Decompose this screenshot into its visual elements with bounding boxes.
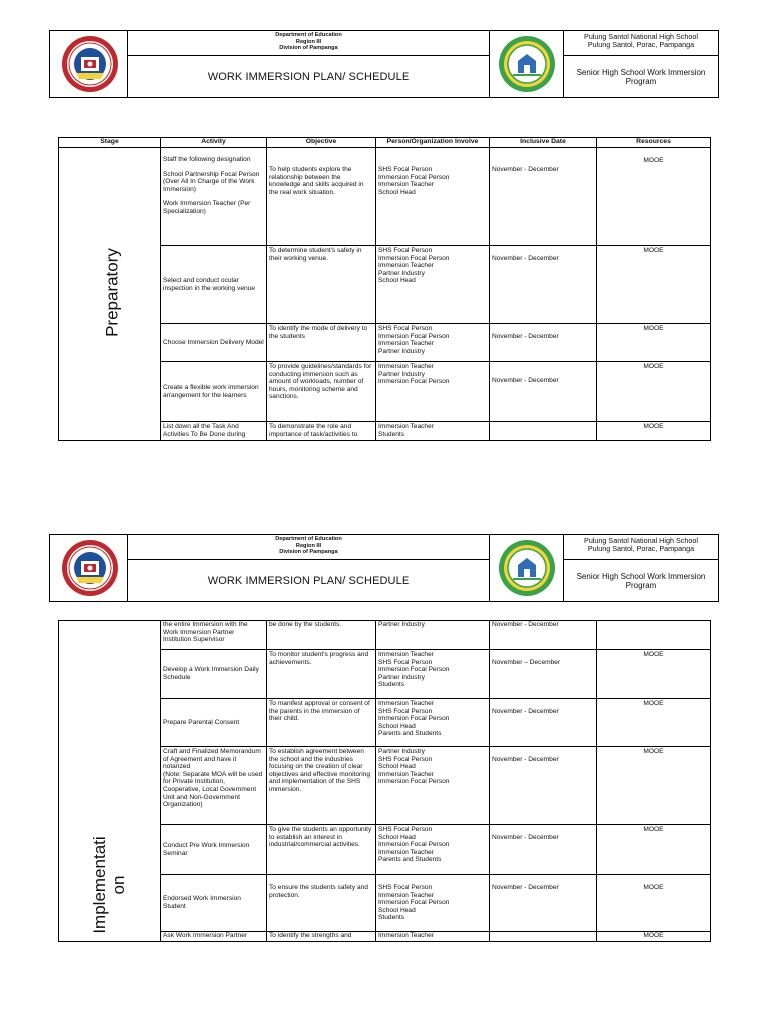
- date-cell: [490, 422, 597, 441]
- persons-cell: SHS Focal Person Immersion Teacher Immersion Focal Person School Head Students: [376, 875, 490, 932]
- persons-cell: Partner Industry: [376, 621, 490, 650]
- program-name: Senior High School Work Immersion Program: [576, 67, 706, 86]
- date-cell: [490, 932, 597, 942]
- activity-cell: Endorsed Work Immersion Student: [161, 875, 267, 932]
- column-header: Inclusive Date: [490, 138, 597, 148]
- resources-cell: MOOE: [597, 825, 711, 875]
- table-row: [59, 148, 711, 246]
- activity-cell: Prepare Parental Consent: [161, 699, 267, 747]
- objective-cell: be done by the students.: [267, 621, 376, 650]
- region-name: Region III: [295, 542, 322, 549]
- school-address: Pulung Santol, Porac, Pampanga: [587, 40, 695, 50]
- resources-cell: MOOE: [597, 148, 711, 246]
- resources-cell: MOOE: [597, 932, 711, 942]
- resources-cell: [597, 621, 711, 650]
- activity-cell: Conduct Pre Work Immersion Seminar: [161, 825, 267, 875]
- activity-cell: [161, 148, 267, 246]
- document-title: WORK IMMERSION PLAN/ SCHEDULE: [128, 560, 490, 601]
- persons-cell: SHS Focal Person Immersion Focal Person Immersion Teacher Partner Industry: [376, 324, 490, 362]
- school-seal-cell: [490, 31, 564, 97]
- persons-cell: Partner Industry SHS Focal Person School Head Immersion Teacher Immersion Focal Person: [376, 747, 490, 825]
- department-name: Department of Education: [275, 32, 342, 38]
- school-seal-icon: [498, 35, 556, 93]
- school-seal-cell: [490, 535, 564, 601]
- objective-cell: To demonstrate the role and importance of task/activities to: [267, 422, 376, 441]
- objective-cell: To identify the mode of delivery to the students: [267, 324, 376, 362]
- objective-cell: To give the students an opportunity to establish an interest in industrial/commercial activities.: [267, 825, 376, 875]
- page-header: [49, 534, 719, 602]
- column-header: Resources: [597, 138, 711, 148]
- activity-cell: Develop a Work Immersion Daily Schedule: [161, 650, 267, 699]
- objective-cell: To monitor student's progress and achievements.: [267, 650, 376, 699]
- objective-cell: To ensure the students safety and protection.: [267, 875, 376, 932]
- resources-cell: MOOE: [597, 246, 711, 324]
- resources-cell: MOOE: [597, 875, 711, 932]
- school-address: Pulung Santol, Porac, Pampanga: [587, 544, 695, 554]
- column-header: Objective: [267, 138, 376, 148]
- persons-cell: Immersion Teacher Partner Industry Immersion Focal Person: [376, 362, 490, 422]
- division-name: Division of Pampanga: [279, 45, 338, 52]
- persons-cell: SHS Focal Person School Head Immersion Focal Person Immersion Teacher Parents and Students: [376, 825, 490, 875]
- school-seal-icon: [498, 539, 556, 597]
- deped-seal-icon: [61, 35, 119, 93]
- date-cell: November - December: [490, 362, 597, 422]
- department-block: [128, 31, 490, 56]
- department-block: [128, 535, 490, 560]
- date-cell: November - December: [490, 246, 597, 324]
- stage-cell: [59, 148, 161, 441]
- persons-cell: Immersion Teacher Students: [376, 422, 490, 441]
- activity-cell: Select and conduct ocular inspection in the working venue: [161, 246, 267, 324]
- persons-cell: Immersion Teacher: [376, 932, 490, 942]
- date-cell: November - December: [490, 825, 597, 875]
- objective-cell: To provide guidelines/standards for conducting immersion such as amount of workloads, number of hours, monitoring scheme and sanctions.: [267, 362, 376, 422]
- date-cell: November - December: [490, 148, 597, 246]
- column-header: Person/Organization Involve: [376, 138, 490, 148]
- resources-cell: MOOE: [597, 324, 711, 362]
- date-cell: November - December: [490, 324, 597, 362]
- deped-seal-cell: [50, 535, 128, 601]
- objective-cell: To establish agreement between the school and the industries focusing on the creation of clear objectives and effective monitoring and implementation of the SHS immersion.: [267, 747, 376, 825]
- resources-cell: MOOE: [597, 650, 711, 699]
- objective-cell: To determine student's safety in their working venue.: [267, 246, 376, 324]
- school-name: Pulung Santol National High School: [584, 32, 698, 41]
- resources-cell: MOOE: [597, 422, 711, 441]
- persons-cell: SHS Focal Person Immersion Focal Person Immersion Teacher School Head: [376, 148, 490, 246]
- resources-cell: MOOE: [597, 362, 711, 422]
- table-header-row: [59, 138, 711, 148]
- table-row: [59, 621, 711, 650]
- deped-seal-icon: [61, 539, 119, 597]
- immersion-table-page2: [58, 620, 711, 942]
- objective-cell: To manifest approval or consent of the parents in the immersion of their child.: [267, 699, 376, 747]
- region-name: Region III: [295, 38, 322, 45]
- stage-label: Preparatory: [102, 248, 122, 337]
- activity-text: Staff the following designation: [163, 156, 251, 163]
- date-cell: November - December: [490, 747, 597, 825]
- division-name: Division of Pampanga: [279, 549, 338, 556]
- school-block: [564, 535, 718, 560]
- deped-seal-cell: [50, 31, 128, 97]
- immersion-table-page1: [58, 137, 711, 441]
- resources-cell: MOOE: [597, 699, 711, 747]
- date-cell: November - December: [490, 621, 597, 650]
- activity-cell: Craft and Finalized Memorandum of Agreement and have it notarized (Note: Separate MOA will be used for Private Institution, Cooperative, Local Government Unit and Non-Government Organization): [161, 747, 267, 825]
- activity-cell: Create a flexible work immersion arrangement for the learners: [161, 362, 267, 422]
- program-name: Senior High School Work Immersion Program: [576, 571, 706, 590]
- stage-label: Implementati on: [90, 836, 128, 934]
- objective-cell: To help students explore the relationship between the knowledge and skills acquired in the real work situation.: [267, 148, 376, 246]
- document-title: WORK IMMERSION PLAN/ SCHEDULE: [128, 56, 490, 97]
- activity-cell: Ask Work Immersion Partner: [161, 932, 267, 942]
- objective-cell: To identify the strengths and: [267, 932, 376, 942]
- column-header: Activity: [161, 138, 267, 148]
- page-header: [49, 30, 719, 98]
- persons-cell: Immersion Teacher SHS Focal Person Immersion Focal Person School Head Parents and Students: [376, 699, 490, 747]
- resources-cell: MOOE: [597, 747, 711, 825]
- column-header: Stage: [59, 138, 161, 148]
- activity-text: Work Immersion Teacher (Per Specialization): [163, 200, 251, 215]
- date-cell: November - December: [490, 699, 597, 747]
- activity-cell: the entire Immersion with the Work Immersion Partner Institution Supervisor: [161, 621, 267, 650]
- persons-cell: Immersion Teacher SHS Focal Person Immersion Focal Person Partner Industry Students: [376, 650, 490, 699]
- date-cell: November - December: [490, 875, 597, 932]
- stage-cell: [59, 621, 161, 942]
- school-name: Pulung Santol National High School: [584, 536, 698, 545]
- date-cell: November – December: [490, 650, 597, 699]
- department-name: Department of Education: [275, 536, 342, 542]
- activity-cell: Choose Immersion Delivery Model: [161, 324, 267, 362]
- activity-text: School Partnership Focal Person (Over All In Charge of the Work Immersion): [163, 170, 260, 193]
- persons-cell: SHS Focal Person Immersion Focal Person Immersion Teacher Partner Industry School Head: [376, 246, 490, 324]
- activity-cell: List down all the Task And Activities To Be Done during: [161, 422, 267, 441]
- school-block: [564, 31, 718, 56]
